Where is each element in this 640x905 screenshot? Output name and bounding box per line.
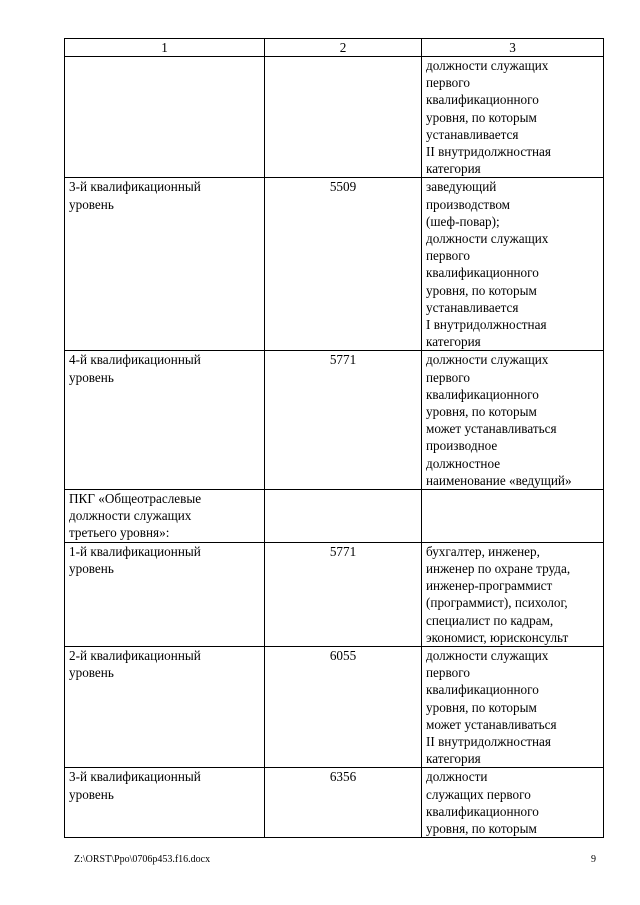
level-cell: 1-й квалификационный уровень bbox=[65, 542, 265, 646]
positions-cell: бухгалтер, инженер, инженер по охране труда, инженер-программист (программист), психолог, специалист по кадрам, экономист, юрисконсульт bbox=[422, 542, 604, 646]
header-cell-3: 3 bbox=[422, 39, 604, 57]
level-cell: 3-й квалификационный уровень bbox=[65, 178, 265, 351]
table-row bbox=[65, 351, 604, 490]
salary-cell bbox=[265, 490, 422, 543]
header-cell-2: 2 bbox=[265, 39, 422, 57]
table-row bbox=[65, 57, 604, 178]
salary-cell: 6356 bbox=[265, 768, 422, 838]
positions-cell: заведующий производством (шеф-повар); должности служащих первого квалификационного уровня, по которым устанавливается I внутридолжностная категория bbox=[422, 178, 604, 351]
positions-cell: должности служащих первого квалификационного уровня, по которым может устанавливаться производное должностное наименование «ведущий» bbox=[422, 351, 604, 490]
qualification-table bbox=[64, 38, 604, 838]
group-title-cell: ПКГ «Общеотраслевые должности служащих третьего уровня»: bbox=[65, 490, 265, 543]
positions-cell: должности служащих первого квалификационного уровня, по которым может устанавливаться II внутридолжностная категория bbox=[422, 646, 604, 767]
table-header-row bbox=[65, 39, 604, 57]
level-cell: 2-й квалификационный уровень bbox=[65, 646, 265, 767]
salary-cell bbox=[265, 57, 422, 178]
salary-cell: 5509 bbox=[265, 178, 422, 351]
header-cell-1: 1 bbox=[65, 39, 265, 57]
level-cell: 4-й квалификационный уровень bbox=[65, 351, 265, 490]
salary-cell: 6055 bbox=[265, 646, 422, 767]
positions-cell: должности служащих первого квалификационного уровня, по которым bbox=[422, 768, 604, 838]
table-row bbox=[65, 646, 604, 767]
file-path: Z:\ORST\Ppo\0706p453.f16.docx bbox=[74, 854, 211, 865]
salary-cell: 5771 bbox=[265, 542, 422, 646]
table-row bbox=[65, 490, 604, 543]
table-row bbox=[65, 542, 604, 646]
positions-cell: должности служащих первого квалификационного уровня, по которым устанавливается II внутридолжностная категория bbox=[422, 57, 604, 178]
table-row bbox=[65, 178, 604, 351]
table-row bbox=[65, 768, 604, 838]
positions-cell bbox=[422, 490, 604, 543]
level-cell bbox=[65, 57, 265, 178]
page-number: 9 bbox=[591, 854, 596, 865]
level-cell: 3-й квалификационный уровень bbox=[65, 768, 265, 838]
salary-cell: 5771 bbox=[265, 351, 422, 490]
